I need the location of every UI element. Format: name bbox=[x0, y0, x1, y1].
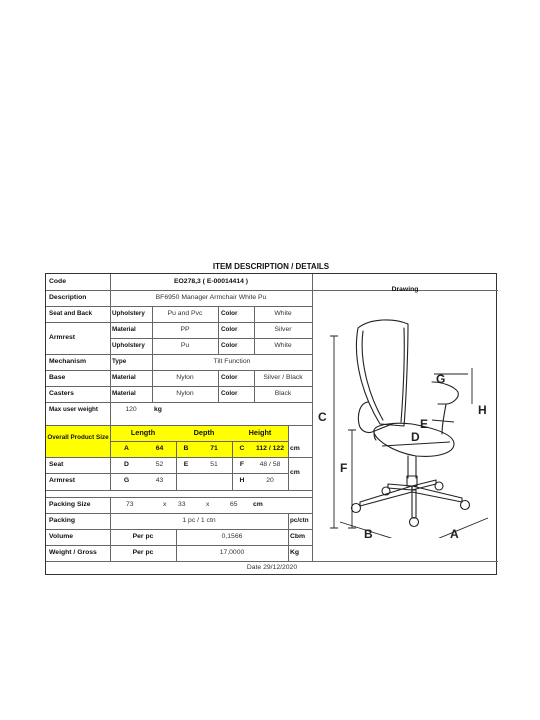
seat-back-label: Seat and Back bbox=[49, 310, 93, 317]
date-footer: Date 29/12/2020 bbox=[246, 564, 298, 571]
base-leg bbox=[412, 490, 416, 518]
row-divider bbox=[46, 473, 288, 474]
backrest-outline bbox=[356, 320, 408, 426]
base-key1: Material bbox=[112, 374, 136, 381]
row-divider bbox=[46, 425, 312, 426]
armrest-r2-value1: Pu bbox=[180, 342, 190, 349]
packing-size-2: 33 bbox=[178, 501, 186, 508]
caster bbox=[352, 504, 361, 513]
code-value: EO278,3 ( E-00014414 ) bbox=[173, 278, 249, 285]
code-label: Code bbox=[49, 278, 66, 285]
dim-e-value: 51 bbox=[210, 461, 218, 468]
seat-back-key1: Upholstery bbox=[112, 310, 145, 317]
seat-back-key2: Color bbox=[221, 310, 238, 317]
drawing-letter-d: D bbox=[411, 430, 420, 444]
drawing-letter-h: H bbox=[478, 403, 487, 417]
overall-size-label: Overall Product Size bbox=[47, 434, 109, 441]
packing-size-3: 65 bbox=[230, 501, 238, 508]
drawing-letter-a: A bbox=[450, 527, 459, 538]
dim-b-value: 71 bbox=[210, 445, 218, 452]
packing-size-label: Packing Size bbox=[49, 501, 91, 508]
armrest-r1-key1: Material bbox=[112, 326, 136, 333]
seat-back-value1: Pu and Pvc bbox=[167, 310, 203, 317]
row-divider bbox=[46, 497, 312, 498]
row-divider bbox=[46, 529, 312, 530]
drawing-letter-c: C bbox=[318, 410, 327, 424]
row-divider bbox=[46, 513, 312, 514]
dim-a-letter: A bbox=[124, 445, 129, 452]
armrest-r1-key2: Color bbox=[221, 326, 238, 333]
max-weight-label: Max user weight bbox=[49, 406, 98, 413]
packing-value: 1 pc / 1 ctn bbox=[182, 517, 216, 524]
dim-b-letter: B bbox=[183, 445, 189, 452]
max-weight-value: 120 bbox=[125, 406, 137, 413]
dim-c-value: 112 / 122 bbox=[256, 445, 284, 452]
row-divider bbox=[46, 386, 312, 387]
drawing-label: Drawing bbox=[391, 286, 419, 293]
dim-g-letter: G bbox=[123, 477, 130, 484]
dim-f-letter: F bbox=[239, 461, 245, 468]
row-divider bbox=[110, 338, 312, 339]
mechanism-label: Mechanism bbox=[49, 358, 87, 365]
volume-label: Volume bbox=[49, 533, 74, 540]
drawing-letter-b: B bbox=[364, 527, 373, 538]
armrest-r1-value2: Silver bbox=[274, 326, 292, 333]
weight-unit: Kg bbox=[290, 549, 300, 556]
depth-header: Depth bbox=[193, 428, 215, 437]
drawing-letter-f: F bbox=[340, 461, 348, 475]
packing-size-unit: cm bbox=[253, 501, 263, 508]
dim-d-letter: D bbox=[124, 461, 129, 468]
chair-drawing bbox=[312, 306, 498, 538]
volume-unit: Cbm bbox=[290, 533, 306, 540]
base-label: Base bbox=[49, 374, 66, 381]
casters-label: Casters bbox=[49, 390, 74, 397]
caster bbox=[461, 501, 470, 510]
spec-sheet bbox=[45, 273, 497, 575]
col-divider bbox=[288, 425, 289, 490]
dim-f-value: 48 / 58 bbox=[259, 461, 281, 468]
armrest-r1-value1: PP bbox=[180, 326, 190, 333]
dim-a-value: 64 bbox=[155, 445, 164, 452]
row-divider bbox=[46, 370, 312, 371]
drawing-letter-e: E bbox=[420, 417, 429, 431]
volume-value: 0,1566 bbox=[221, 533, 243, 540]
armrest-r2-value2: White bbox=[274, 342, 292, 349]
col-divider bbox=[218, 306, 219, 322]
base-key2: Color bbox=[221, 374, 238, 381]
mechanism-key: Type bbox=[112, 358, 127, 365]
description-value: BF6950 Manager Armchair White Pu bbox=[155, 294, 267, 301]
packing-label: Packing bbox=[49, 517, 76, 524]
page-title: ITEM DESCRIPTION / DETAILS bbox=[212, 262, 330, 271]
dim-c-letter: C bbox=[239, 445, 245, 452]
weight-value: 17,0000 bbox=[219, 549, 245, 556]
description-label: Description bbox=[49, 294, 87, 301]
armrest-dim-label: Armrest bbox=[49, 477, 76, 484]
casters-value1: Nylon bbox=[176, 390, 194, 397]
row-divider bbox=[46, 402, 312, 403]
col-divider bbox=[288, 513, 289, 561]
packing-size-x2: x bbox=[206, 501, 210, 508]
backrest-inner bbox=[401, 328, 404, 422]
base-value1: Nylon bbox=[176, 374, 194, 381]
height-header: Height bbox=[248, 428, 272, 437]
seat-back-value2: White bbox=[274, 310, 292, 317]
gas-lift bbox=[408, 456, 416, 478]
length-header: Length bbox=[130, 428, 156, 437]
dim-subheader-divider bbox=[110, 441, 288, 442]
dimension-line-b bbox=[340, 522, 410, 538]
dim-g-value: 43 bbox=[155, 477, 164, 484]
col-divider bbox=[218, 370, 219, 402]
row-divider bbox=[46, 545, 312, 546]
row-divider bbox=[46, 290, 312, 291]
packing-size-1: 73 bbox=[126, 501, 134, 508]
col-divider bbox=[218, 322, 219, 354]
casters-key2: Color bbox=[221, 390, 238, 397]
dim-h-letter: H bbox=[239, 477, 245, 484]
seat-dim-label: Seat bbox=[49, 461, 64, 468]
row-divider bbox=[46, 306, 312, 307]
max-weight-unit: kg bbox=[154, 406, 162, 413]
dim-e-letter: E bbox=[183, 461, 189, 468]
right-armrest-support bbox=[442, 404, 446, 434]
weight-per: Per pc bbox=[132, 549, 154, 556]
row-divider bbox=[46, 322, 312, 323]
caster bbox=[435, 482, 443, 490]
weight-label: Weight / Gross bbox=[49, 549, 97, 556]
drawing-letter-g: G bbox=[436, 372, 446, 386]
dim-d-value: 52 bbox=[155, 461, 164, 468]
armrest-r2-key1: Upholstery bbox=[112, 342, 145, 349]
armrest-label: Armrest bbox=[49, 334, 76, 341]
row-divider bbox=[46, 354, 312, 355]
packing-size-x1: x bbox=[163, 501, 167, 508]
row-divider bbox=[46, 490, 312, 491]
mechanism-value: Tilt Function bbox=[213, 358, 251, 365]
volume-per: Per pc bbox=[132, 533, 154, 540]
packing-unit: pc/ctn bbox=[290, 517, 309, 524]
row-divider bbox=[46, 561, 498, 562]
backrest-inner bbox=[362, 331, 383, 420]
armrest-r2-key2: Color bbox=[221, 342, 238, 349]
casters-key1: Material bbox=[112, 390, 136, 397]
dim-h-value: 20 bbox=[266, 477, 274, 484]
dim-unit: cm bbox=[290, 445, 300, 452]
dim-unit-2: cm bbox=[290, 469, 300, 476]
row-divider bbox=[46, 457, 312, 458]
casters-value2: Black bbox=[274, 390, 292, 397]
caster bbox=[410, 518, 419, 527]
base-value2: Silver / Black bbox=[263, 374, 303, 381]
